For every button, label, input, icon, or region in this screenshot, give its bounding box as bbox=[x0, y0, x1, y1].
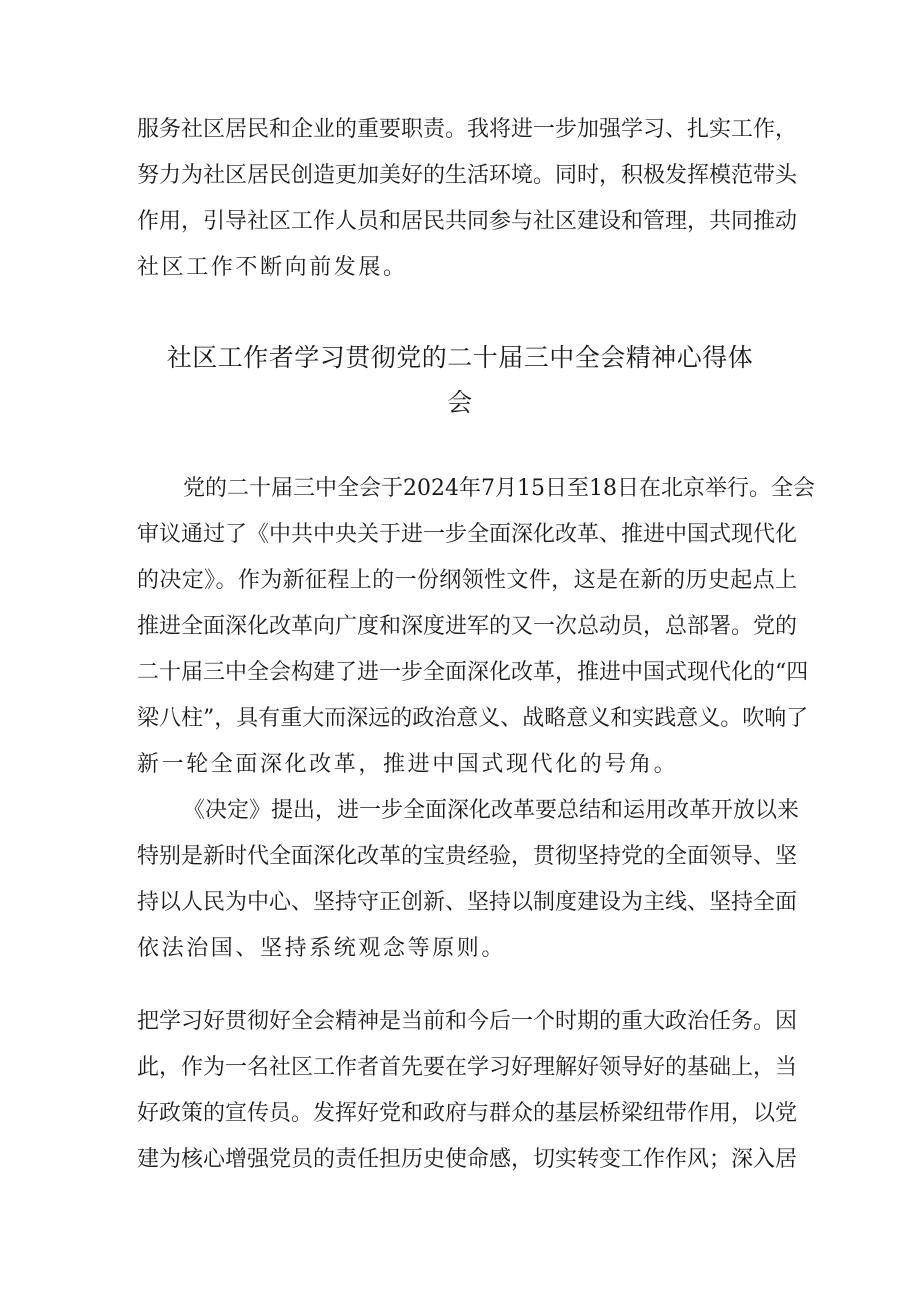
intro-line-2: 努力为社区居民创造更加美好的生活环境。同时，积极发挥模范带头 bbox=[137, 163, 798, 188]
intro-line-4: 社区工作不断向前发展。 bbox=[137, 255, 408, 280]
paragraph-3-line-2: 此，作为一名社区工作者首先要在学习好理解好领导好的基础上，当 bbox=[137, 1055, 798, 1080]
page-title-line-1: 社区工作者学习贯彻党的二十届三中全会精神心得体 bbox=[166, 343, 754, 372]
paragraph-1-line-4: 推进全面深化改革向广度和深度进军的又一次总动员，总部署。党的 bbox=[137, 614, 798, 639]
paragraph-1-line-6: 梁八柱”，具有重大而深远的政治意义、战略意义和实践意义。吹响了 bbox=[137, 706, 809, 731]
paragraph-1-line-3: 的决定》。作为新征程上的一份纲领性文件，这是在新的历史起点上 bbox=[137, 568, 797, 593]
intro-line-1: 服务社区居民和企业的重要职责。我将进一步加强学习、扎实工作， bbox=[137, 117, 798, 142]
paragraph-1-line-5: 二十届三中全会构建了进一步全面深化改革，推进中国式现代化的“四 bbox=[137, 660, 809, 685]
paragraph-1-line-2: 审议通过了《中共中央关于进一步全面深化改革、推进中国式现代化 bbox=[137, 522, 798, 547]
paragraph-2-line-3: 持以人民为中心、坚持守正创新、坚持以制度建设为主线、坚持全面 bbox=[137, 890, 798, 915]
page-title-line-2: 会 bbox=[447, 388, 473, 417]
paragraph-2-line-4: 依法治国、坚持系统观念等原则。 bbox=[137, 936, 507, 961]
paragraph-3-line-1: 把学习好贯彻好全会精神是当前和今后一个时期的重大政治任务。因 bbox=[137, 1009, 798, 1034]
paragraph-1-line-7: 新一轮全面深化改革，推进中国式现代化的号角。 bbox=[137, 752, 679, 777]
paragraph-3-line-3: 好政策的宣传员。发挥好党和政府与群众的基层桥梁纽带作用，以党 bbox=[137, 1101, 798, 1126]
intro-line-3: 作用，引导社区工作人员和居民共同参与社区建设和管理，共同推动 bbox=[137, 209, 798, 234]
paragraph-3-line-4: 建为核心增强党员的责任担历史使命感，切实转变工作作风；深入居 bbox=[137, 1147, 798, 1172]
paragraph-2-line-2: 特别是新时代全面深化改革的宝贵经验，贯彻坚持党的全面领导、坚 bbox=[137, 844, 798, 869]
paragraph-1-line-1: 党的二十届三中全会于2024年7月15日至18日在北京举行。全会 bbox=[183, 476, 815, 501]
paragraph-2-line-1: 《决定》提出，进一步全面深化改革要总结和运用改革开放以来 bbox=[183, 798, 800, 823]
